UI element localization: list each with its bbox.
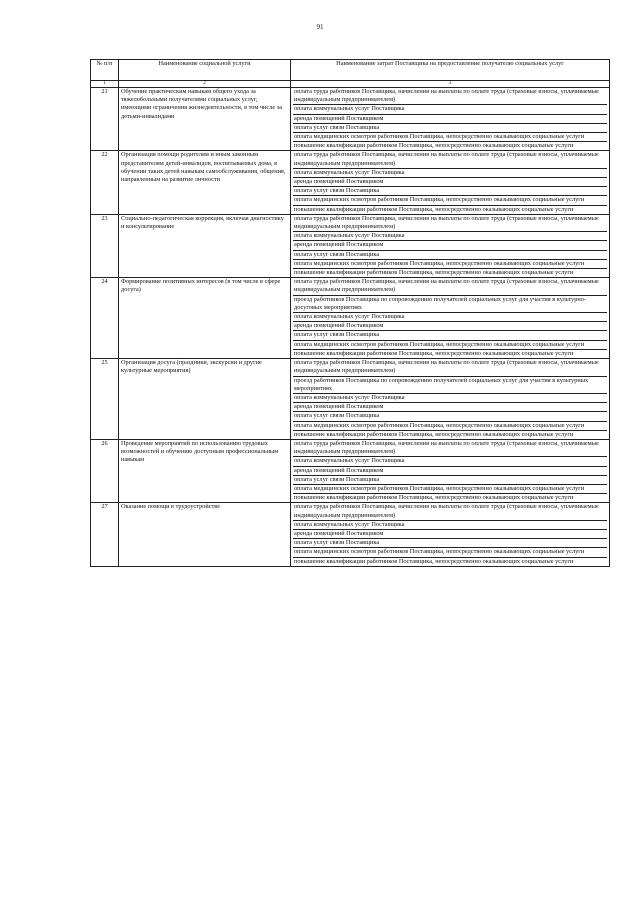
cost-item: оплата коммунальных услуг Поставщика xyxy=(293,105,607,114)
cost-item: оплата медицинских осмотров работников Поставщика, непосредственно оказывающих социальные услуги xyxy=(293,341,607,350)
service-name: Социально-педагогическая коррекция, включая диагностику и консультирование xyxy=(119,214,291,277)
cost-item: оплата медицинских осмотров работников Поставщика, непосредственно оказывающих социальные услуги xyxy=(293,422,607,431)
service-name: Обучение практическим навыкам общего ухода за тяжелобольными получателями социальных услуг, имеющими ограничения жизнедеятельности, в том числе за детьми-инвалидами xyxy=(119,88,291,151)
cost-item: повышение квалификации работников Поставщика, непосредственно оказывающих социальные услуги xyxy=(294,494,574,502)
cost-item: оплата медицинских осмотров работников Поставщика, непосредственно оказывающих социальные услуги xyxy=(293,485,607,494)
cost-item: аренда помещений Поставщиком xyxy=(293,115,607,124)
table-row xyxy=(91,503,610,566)
cost-item: проезд работников Поставщика по сопровождению получателей социальных услуг для участия в культурных мероприятиях xyxy=(293,377,607,394)
column-number: 2 xyxy=(119,81,291,88)
cost-item: проезд работников Поставщика по сопровождению получателей социальных услуг для участия в культурно-досуговых мероприятиях xyxy=(293,296,607,313)
cost-list xyxy=(291,151,610,214)
cost-item: оплата коммунальных услуг Поставщика xyxy=(293,394,607,403)
service-name: Проведение мероприятий по использованию трудовых возможностей и обучению доступным профессиональным навыкам xyxy=(119,439,291,502)
cost-list xyxy=(291,359,610,440)
cost-item: оплата медицинских осмотров работников Поставщика, непосредственно оказывающих социальные услуги xyxy=(293,133,607,142)
cost-item: повышение квалификации работников Поставщика, непосредственно оказывающих социальные услуги xyxy=(294,557,574,565)
cost-item: оплата услуг связи Поставщика xyxy=(293,187,607,196)
table-header-row xyxy=(91,60,610,81)
cost-item: повышение квалификации работников Поставщика, непосредственно оказывающих социальные услуги xyxy=(294,349,574,357)
cost-item: повышение квалификации работников Поставщика, непосредственно оказывающих социальные услуги xyxy=(294,205,574,213)
social-services-cost-table xyxy=(90,59,610,567)
cost-item: оплата услуг связи Поставщика xyxy=(293,331,607,340)
cost-item: оплата медицинских осмотров работников Поставщика, непосредственно оказывающих социальные услуги xyxy=(293,548,607,557)
cost-item: оплата услуг связи Поставщика xyxy=(293,412,607,421)
cost-item: повышение квалификации работников Поставщика, непосредственно оказывающих социальные услуги xyxy=(294,269,574,277)
page-number: 91 xyxy=(316,23,324,31)
table-row xyxy=(91,439,610,502)
cost-item: аренда помещений Поставщиком xyxy=(293,467,607,476)
row-number: 21 xyxy=(91,88,119,151)
cost-item: аренда помещений Поставщиком xyxy=(293,322,607,331)
service-name: Оказание помощи в трудоустройстве xyxy=(119,503,291,566)
cost-item: оплата коммунальных услуг Поставщика xyxy=(293,232,607,241)
cost-item: оплата услуг связи Поставщика xyxy=(293,124,607,133)
cost-item: оплата труда работников Поставщика, начисления на выплаты по оплате труда (страховые взносы, уплачиваемые индивидуальным предпринимателем) xyxy=(293,440,607,457)
service-name: Организация досуга (праздники, экскурсии и другие культурные мероприятия) xyxy=(119,359,291,440)
row-number: 22 xyxy=(91,151,119,214)
cost-item: оплата коммунальных услуг Поставщика xyxy=(293,521,607,530)
cost-item: аренда помещений Поставщиком xyxy=(293,178,607,187)
cost-item: оплата медицинских осмотров работников Поставщика, непосредственно оказывающих социальные услуги xyxy=(293,196,607,205)
cost-item: оплата труда работников Поставщика, начисления на выплаты по оплате труда (страховые взносы, уплачиваемые индивидуальным предпринимателем) xyxy=(293,503,607,520)
column-number: 1 xyxy=(91,81,119,88)
table-row xyxy=(91,88,610,151)
cost-item: оплата услуг связи Поставщика xyxy=(293,539,607,548)
row-number: 25 xyxy=(91,359,119,440)
row-number: 23 xyxy=(91,214,119,277)
cost-item: оплата услуг связи Поставщика xyxy=(293,251,607,260)
cost-item: оплата коммунальных услуг Поставщика xyxy=(293,169,607,178)
cost-item: оплата труда работников Поставщика, начисления на выплаты по оплате труда (страховые взносы, уплачиваемые индивидуальным предпринимателем) xyxy=(293,359,607,376)
header-number: № п/п xyxy=(91,60,119,81)
cost-item: оплата труда работников Поставщика, начисления на выплаты по оплате труда (страховые взносы, уплачиваемые индивидуальным предпринимателем) xyxy=(293,278,607,295)
cost-item: повышение квалификации работников Поставщика, непосредственно оказывающих социальные услуги xyxy=(294,142,574,150)
cost-item: оплата труда работников Поставщика, начисления на выплаты по оплате труда (страховые взносы, уплачиваемые индивидуальным предпринимателем) xyxy=(293,215,607,232)
service-name: Организация помощи родителям и иным законным представителям детей-инвалидов, воспитываемых дома, в обучении таких детей навыкам самообслуживания, общения, направленным на развитие личности xyxy=(119,151,291,214)
column-number: 3 xyxy=(291,81,610,88)
cost-item: оплата медицинских осмотров работников Поставщика, непосредственно оказывающих социальные услуги xyxy=(293,260,607,269)
row-number: 26 xyxy=(91,439,119,502)
cost-list xyxy=(291,503,610,566)
cost-item: оплата услуг связи Поставщика xyxy=(293,476,607,485)
cost-item: оплата труда работников Поставщика, начисления на выплаты по оплате труда (страховые взносы, уплачиваемые индивидуальным предпринимателем) xyxy=(293,151,607,168)
column-number-row xyxy=(91,81,610,88)
header-cost-name: Наименование затрат Поставщика на предоставление получателю социальных услуг xyxy=(291,60,610,81)
cost-list xyxy=(291,214,610,277)
cost-list xyxy=(291,278,610,359)
cost-item: оплата труда работников Поставщика, начисления на выплаты по оплате труда (страховые взносы, уплачиваемые индивидуальным предпринимателем) xyxy=(293,88,607,105)
table-row xyxy=(91,278,610,359)
cost-item: аренда помещений Поставщиком xyxy=(293,241,607,250)
cost-list xyxy=(291,88,610,151)
cost-item: оплата коммунальных услуг Поставщика xyxy=(293,457,607,466)
cost-item: аренда помещений Поставщиком xyxy=(293,403,607,412)
header-service-name: Наименование социальной услуги xyxy=(119,60,291,81)
row-number: 27 xyxy=(91,503,119,566)
table-row xyxy=(91,214,610,277)
cost-item: аренда помещений Поставщиком xyxy=(293,530,607,539)
service-name: Формирование позитивных интересов (в том числе в сфере досуга) xyxy=(119,278,291,359)
table-row xyxy=(91,359,610,440)
cost-item: повышение квалификации работников Поставщика, непосредственно оказывающих социальные услуги xyxy=(294,430,574,438)
table-row xyxy=(91,151,610,214)
cost-item: оплата коммунальных услуг Поставщика xyxy=(293,313,607,322)
row-number: 24 xyxy=(91,278,119,359)
cost-list xyxy=(291,439,610,502)
